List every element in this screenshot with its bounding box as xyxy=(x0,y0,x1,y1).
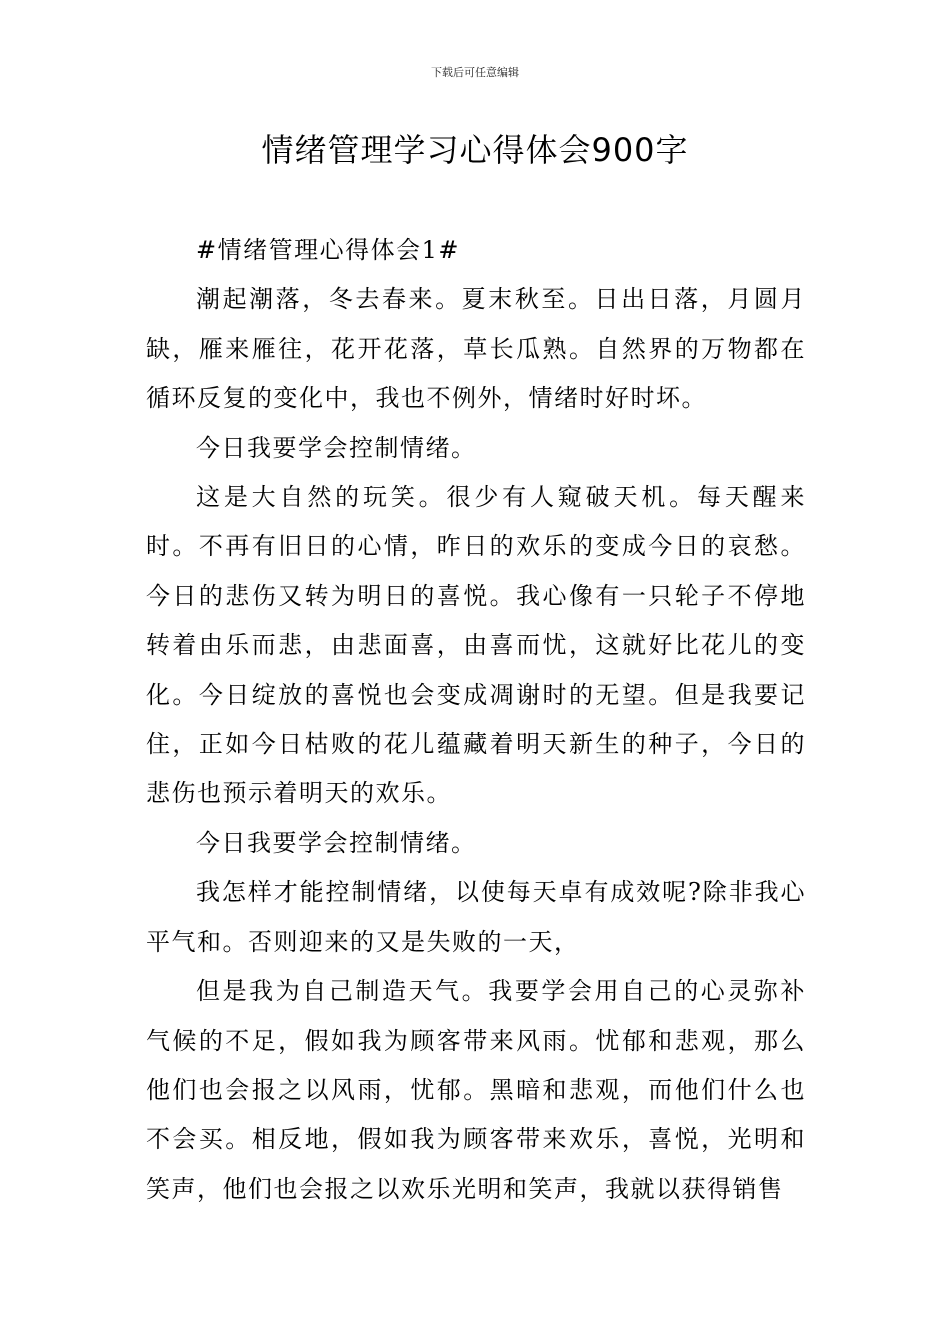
paragraph: 但是我为自己制造天气。我要学会用自己的心灵弥补气候的不足，假如我为顾客带来风雨。忧郁和悲观，那么他们也会报之以风雨，忧郁。黑暗和悲观，而他们什么也不会买。相反地，假如我为顾客带来欢乐，喜悦，光明和笑声，他们也会报之以欢乐光明和笑声，我就以获得销售 xyxy=(146,977,806,1203)
section-heading: #情绪管理心得体会1# xyxy=(196,236,460,264)
header-note: 下载后可任意编辑 xyxy=(431,66,519,79)
paragraph: 今日我要学会控制情绪。 xyxy=(196,433,477,462)
paragraph: 潮起潮落，冬去春来。夏末秋至。日出日落，月圆月缺，雁来雁往，花开花落，草长瓜熟。自然界的万物都在循环反复的变化中，我也不例外，情绪时好时坏。 xyxy=(146,285,806,413)
paragraph: 今日我要学会控制情绪。 xyxy=(196,828,477,857)
document-title: 情绪管理学习心得体会900字 xyxy=(261,131,689,169)
document-body xyxy=(146,226,806,1214)
paragraph: 这是大自然的玩笑。很少有人窥破天机。每天醒来时。不再有旧日的心情，昨日的欢乐的变成今日的哀愁。今日的悲伤又转为明日的喜悦。我心像有一只轮子不停地转着由乐而悲，由悲面喜，由喜而忧，这就好比花儿的变化。今日绽放的喜悦也会变成凋谢时的无望。但是我要记住，正如今日枯败的花儿蕴藏着明天新生的种子，今日的悲伤也预示着明天的欢乐。 xyxy=(146,483,806,808)
paragraph: 我怎样才能控制情绪，以使每天卓有成效呢?除非我心平气和。否则迎来的又是失败的一天， xyxy=(146,878,806,956)
